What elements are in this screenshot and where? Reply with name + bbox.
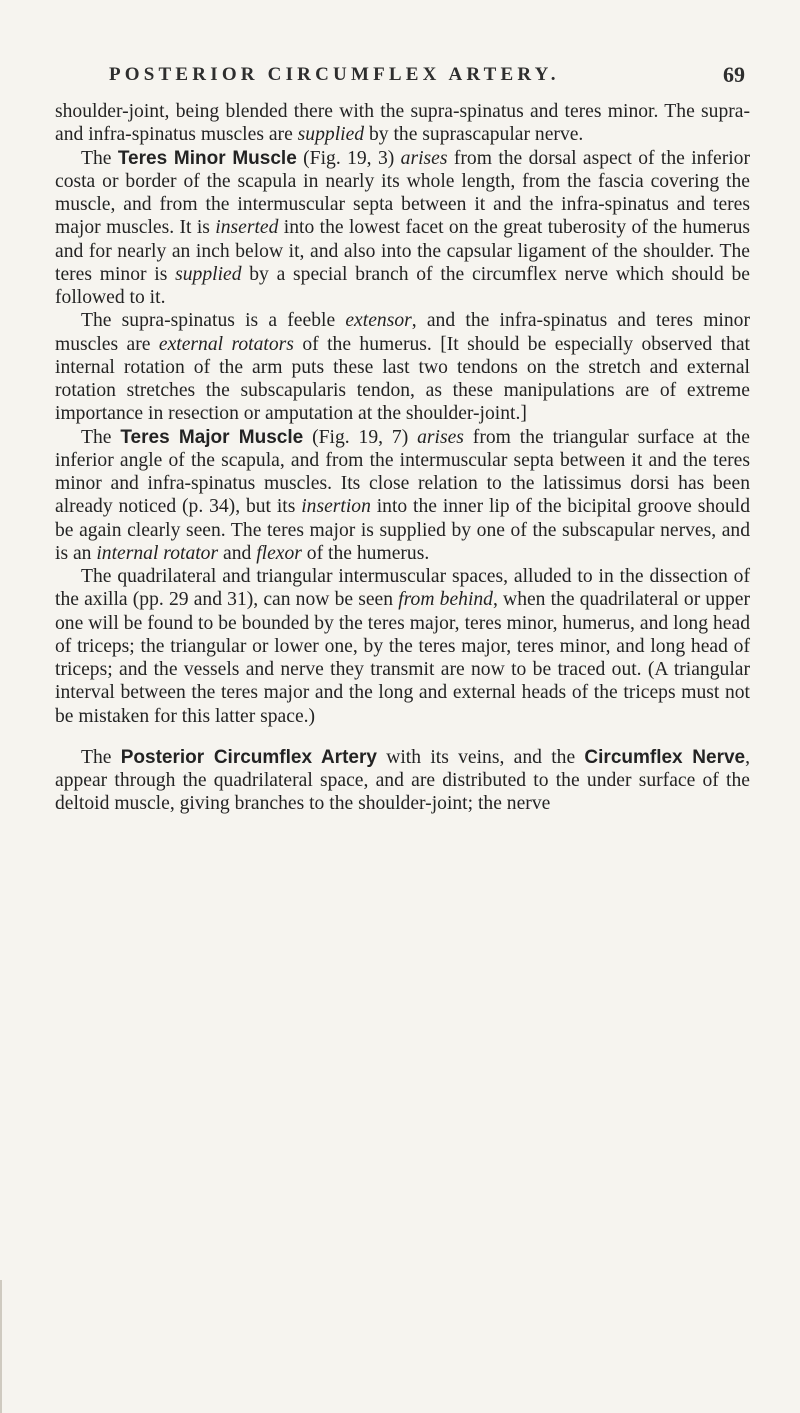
text-run: (Fig. 19, 7) [303, 426, 418, 448]
italic-term: arises [400, 147, 448, 169]
italic-term: internal rotator [96, 542, 219, 564]
italic-term: insertion [301, 496, 371, 518]
text-run: The quadrilateral and triangular intermuscular spaces, alluded to in the dissection of the axilla (pp. 29 and 31), can now be seen [55, 566, 750, 611]
italic-term: extensor [345, 310, 412, 332]
paragraph [55, 309, 750, 425]
italic-term: from behind [398, 589, 493, 611]
text-run: The supra-spinatus is a feeble [81, 310, 346, 332]
running-head-title: POSTERIOR CIRCUMFLEX ARTERY. [109, 64, 560, 85]
paragraph [55, 100, 750, 147]
body-text [55, 100, 750, 816]
text-run: , appear through the quadrilateral space, and are distributed to the under surface of the deltoid muscle, giving branches to the shoulder-joint; the nerve [55, 746, 750, 815]
section-heading: Posterior Circumflex Artery [120, 746, 377, 768]
text-run: into the lowest facet on the great tuberosity of the humerus and for nearly an inch below it, and also into the capsular ligament of the shoulder. The teres minor is [55, 217, 750, 285]
text-run: from the dorsal aspect of the inferior costa or border of the scapula in nearly its whole length, from the fascia covering the muscle, and from the intermuscular septa between it and the infra-spinatus and teres major muscles. It is [55, 147, 750, 239]
text-run: of the humerus. [301, 542, 430, 564]
text-run: The [81, 746, 121, 768]
text-run: with its veins, and the [376, 746, 585, 768]
text-run: of the humerus. [It should be especially observed that internal rotation of the arm puts these last two tendons on the stretch and external rotation stretches the subscapularis tendon, as these manipulations are of extreme importance in resection or amputation at the shoulder-joint.] [55, 333, 750, 425]
paragraph [55, 746, 750, 816]
text-run: shoulder-joint, being blended there with the supra-spinatus and teres minor. The supra- and infra-spinatus muscles are [55, 101, 750, 146]
section-heading: Circumflex Nerve [584, 746, 746, 768]
text-run: The [81, 147, 118, 169]
paragraph [55, 565, 750, 728]
italic-term: supplied [175, 263, 242, 285]
text-run: , when the quadrilateral or upper one will be found to be bounded by the teres major, teres minor, humerus, and long head of triceps; the triangular or lower one, by the teres major, teres minor, and long head of triceps; and the vessels and nerve they transmit are now to be traced out. (A triangular interval between the teres major and the long and external heads of the triceps must not be mistaken for this latter space.) [55, 589, 750, 727]
text-run: by a special branch of the circumflex nerve which should be followed to it. [55, 263, 750, 308]
italic-term: arises [417, 426, 464, 448]
italic-term: external rotators [158, 333, 294, 355]
text-run: into the inner lip of the bicipital groove should be again clearly seen. The teres major is supplied by one of the subscapular nerves, and is an [55, 496, 750, 564]
page-edge-shadow [0, 1280, 2, 1413]
italic-term: flexor [256, 542, 302, 564]
italic-term: supplied [297, 124, 365, 146]
text-run: from the triangular surface at the inferior angle of the scapula, and from the intermuscular septa between it and the teres minor and infra-spinatus muscles. Its close relation to the latissimus dorsi has been already noticed (p. 34), but its [55, 426, 750, 518]
italic-term: inserted [215, 217, 279, 239]
paragraph [55, 147, 750, 310]
text-run: and [218, 542, 257, 564]
running-head [0, 62, 800, 98]
section-heading: Teres Minor Muscle [117, 147, 297, 169]
page-number: 69 [723, 62, 745, 87]
text-run: , and the infra-spinatus and teres minor muscles are [55, 310, 750, 355]
text-run: The [81, 426, 121, 448]
text-run: (Fig. 19, 3) [296, 147, 401, 169]
section-heading: Teres Major Muscle [120, 426, 304, 448]
text-run: by the suprascapular nerve. [364, 124, 584, 146]
paragraph [55, 426, 750, 566]
